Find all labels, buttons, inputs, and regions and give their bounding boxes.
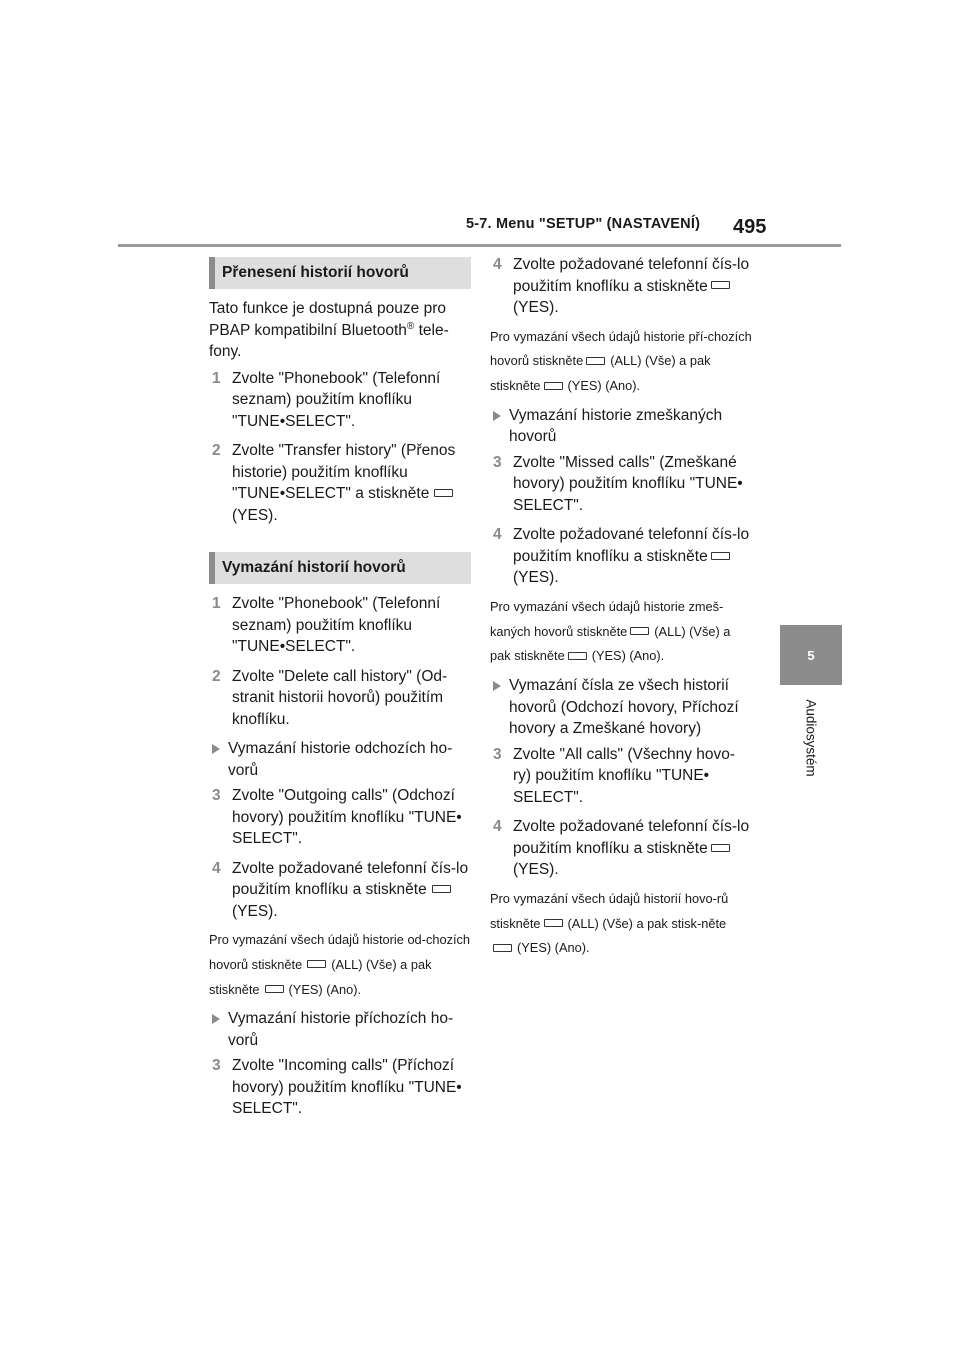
step-text: Zvolte požadované telefonní čís-lo použitím knoflíku a stiskněte bbox=[513, 526, 750, 565]
chapter-tab bbox=[780, 625, 842, 685]
step-number: 3 bbox=[212, 787, 221, 804]
note-paragraph bbox=[490, 325, 752, 399]
intro-text-b: tele-fony. bbox=[209, 321, 449, 360]
button-icon bbox=[432, 885, 451, 893]
step-text: Zvolte "Incoming calls" (Příchozí hovory) použitím knoflíku "TUNE• SELECT". bbox=[232, 1057, 462, 1118]
sub-heading-missed bbox=[490, 405, 752, 448]
intro-paragraph bbox=[209, 298, 471, 363]
step-text-end: (YES). bbox=[513, 861, 559, 879]
note-text: Pro vymazání všech údajů historie pří-chozích hovorů stiskněte bbox=[490, 328, 752, 369]
registered-mark: ® bbox=[406, 320, 415, 332]
step-number: 1 bbox=[212, 369, 221, 387]
section-title: 5-7. Menu "SETUP" (NASTAVENÍ) bbox=[466, 216, 701, 232]
step-number: 4 bbox=[493, 526, 502, 544]
button-icon bbox=[544, 919, 563, 927]
note-text: (YES) (Ano). bbox=[591, 648, 665, 664]
step-item bbox=[490, 816, 752, 881]
note-text: Pro vymazání všech údajů historií hovo-rů stiskněte bbox=[490, 890, 729, 931]
header-rule bbox=[118, 244, 841, 247]
sub-heading-text: Vymazání historie příchozích ho-vorů bbox=[228, 1010, 454, 1049]
triangle-bullet-icon bbox=[493, 411, 501, 421]
note-text: Pro vymazání všech údajů historie zmeš-kaných hovorů stiskněte bbox=[490, 598, 724, 639]
chapter-label: Audiosystém bbox=[803, 699, 819, 777]
step-number: 2 bbox=[212, 442, 221, 459]
button-icon bbox=[493, 944, 512, 952]
step-text: Zvolte "Outgoing calls" (Odchozí hovory) použitím knoflíku "TUNE• SELECT". bbox=[232, 787, 462, 847]
page-number: 495 bbox=[733, 216, 767, 238]
step-text: Zvolte požadované telefonní čís-lo použitím knoflíku a stiskněte bbox=[232, 859, 469, 898]
note-paragraph bbox=[490, 595, 752, 669]
step-item bbox=[490, 524, 752, 589]
step-text: Zvolte "Phonebook" (Telefonní seznam) použitím knoflíku "TUNE•SELECT". bbox=[232, 595, 441, 655]
sub-heading-all bbox=[490, 675, 752, 740]
button-icon bbox=[711, 552, 730, 560]
button-icon bbox=[434, 489, 453, 497]
chapter-number: 5 bbox=[807, 647, 815, 663]
step-item bbox=[209, 858, 471, 923]
sub-heading-incoming bbox=[209, 1008, 471, 1051]
triangle-bullet-icon bbox=[212, 744, 220, 754]
step-number: 1 bbox=[212, 595, 221, 612]
note-text: (YES) (Ano). bbox=[517, 940, 590, 956]
step-number: 4 bbox=[493, 256, 502, 273]
note-text: (ALL) (Vše) a pak stiskněte bbox=[490, 623, 731, 664]
step-item bbox=[209, 368, 471, 433]
button-icon bbox=[265, 985, 284, 993]
step-item bbox=[490, 452, 752, 517]
note-text: (ALL) (Vše) a pak stisk-něte bbox=[567, 915, 727, 931]
intro-text-a: Tato funkce je dostupná pouze pro PBAP kompatibilní Bluetooth bbox=[209, 300, 446, 339]
button-icon bbox=[711, 281, 730, 289]
step-text-end: (YES). bbox=[232, 902, 278, 920]
note-text: Pro vymazání všech údajů historie od-chozích hovorů stiskněte bbox=[209, 932, 471, 972]
step-number: 4 bbox=[493, 818, 502, 836]
step-item bbox=[209, 440, 471, 526]
step-text: Zvolte "Transfer history" (Přenos historie) použitím knoflíku "TUNE•SELECT" a stiskněte bbox=[232, 442, 456, 502]
step-item bbox=[490, 254, 752, 319]
note-paragraph bbox=[490, 887, 752, 961]
section-heading-delete: Vymazání historií hovorů bbox=[209, 552, 471, 584]
step-text: Zvolte "All calls" (Všechny hovo-ry) použitím knoflíku "TUNE• SELECT". bbox=[513, 745, 736, 806]
button-icon bbox=[711, 844, 730, 852]
step-item bbox=[209, 785, 471, 850]
right-column bbox=[490, 254, 752, 961]
triangle-bullet-icon bbox=[212, 1014, 220, 1024]
step-number: 4 bbox=[212, 859, 221, 877]
step-text: Zvolte požadované telefonní čís-lo použitím knoflíku a stiskněte bbox=[513, 818, 750, 857]
note-text: (ALL) (Vše) a pak stiskněte bbox=[209, 956, 432, 997]
step-number: 3 bbox=[212, 1057, 221, 1075]
step-number: 3 bbox=[493, 745, 502, 763]
step-text-end: (YES). bbox=[232, 506, 278, 524]
step-text: Zvolte požadované telefonní čís-lo použitím knoflíku a stiskněte bbox=[513, 256, 750, 295]
note-text: (YES) (Ano). bbox=[567, 378, 641, 394]
sub-heading-text: Vymazání čísla ze všech historií hovorů (Odchozí hovory, Příchozí hovory a Zmeškané hovory) bbox=[509, 677, 739, 738]
sub-heading-text: Vymazání historie odchozích ho-vorů bbox=[228, 740, 453, 779]
step-item bbox=[209, 666, 471, 731]
sub-heading-text: Vymazání historie zmeškaných hovorů bbox=[509, 406, 723, 446]
sub-heading-outgoing bbox=[209, 738, 471, 781]
triangle-bullet-icon bbox=[493, 681, 501, 691]
note-paragraph bbox=[209, 928, 471, 1002]
note-text: (ALL) (Vše) a pak stiskněte bbox=[490, 353, 711, 394]
step-text: Zvolte "Phonebook" (Telefonní seznam) použitím knoflíku "TUNE•SELECT". bbox=[232, 369, 441, 430]
left-column bbox=[209, 257, 471, 1120]
step-number: 3 bbox=[493, 453, 502, 471]
section-heading-transfer: Přenesení historií hovorů bbox=[209, 257, 471, 289]
step-item bbox=[209, 593, 471, 658]
step-item bbox=[209, 1055, 471, 1120]
note-text: (YES) (Ano). bbox=[288, 981, 362, 997]
step-item bbox=[490, 744, 752, 809]
button-icon bbox=[586, 357, 605, 365]
button-icon bbox=[568, 652, 587, 660]
step-number: 2 bbox=[212, 667, 221, 685]
step-text: Zvolte "Delete call history" (Od-stranit historii hovorů) použitím knoflíku. bbox=[232, 667, 448, 728]
step-text: Zvolte "Missed calls" (Zmeškané hovory) použitím knoflíku "TUNE• SELECT". bbox=[513, 453, 743, 514]
button-icon bbox=[307, 960, 326, 968]
step-text-end: (YES). bbox=[513, 569, 559, 587]
button-icon bbox=[544, 382, 563, 390]
step-text-end: (YES). bbox=[513, 299, 559, 316]
button-icon bbox=[630, 627, 649, 635]
